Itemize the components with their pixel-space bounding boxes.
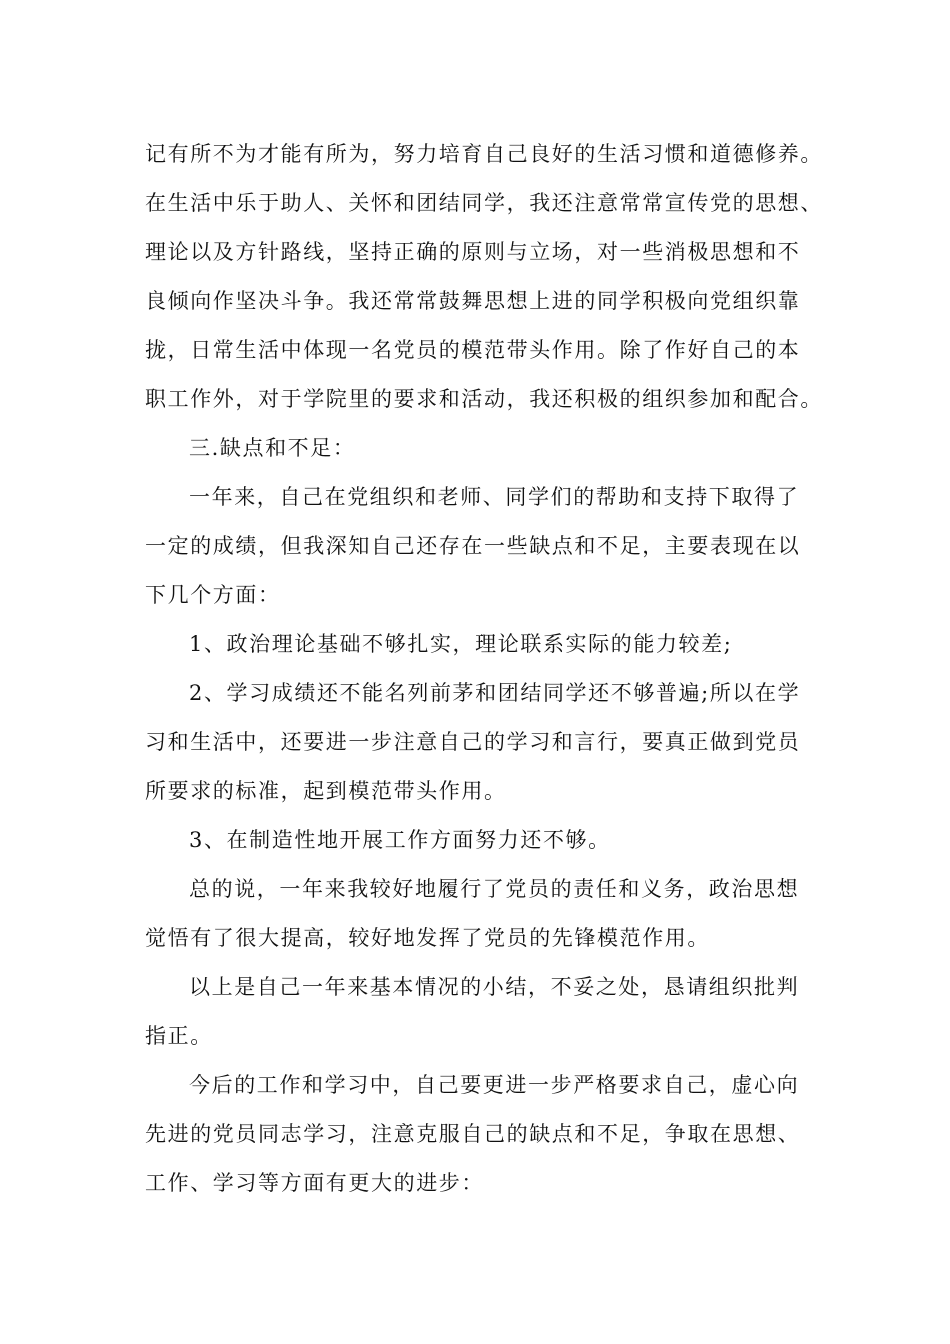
text-line: 指正。	[145, 1024, 213, 1048]
text-line: 拢，日常生活中体现一名党员的模范带头作用。除了作好自己的本	[145, 338, 801, 362]
text-line: 先进的党员同志学习，注意克服自己的缺点和不足，争取在思想、	[145, 1122, 801, 1146]
text-line: 记有所不为才能有所为，努力培育自己良好的生活习惯和道德修养。	[145, 142, 823, 166]
text-line: 工作、学习等方面有更大的进步：	[145, 1171, 484, 1195]
document-body	[145, 130, 823, 1208]
text-line: 在生活中乐于助人、关怀和团结同学，我还注意常常宣传党的思想、	[145, 191, 823, 215]
text-line: 总的说，一年来我较好地履行了党员的责任和义务，政治思想	[189, 877, 800, 901]
text-line: 一年来，自己在党组织和老师、同学们的帮助和支持下取得了	[189, 485, 800, 509]
text-line: 三.缺点和不足：	[189, 436, 356, 460]
text-line: 职工作外，对于学院里的要求和活动，我还积极的组织参加和配合。	[145, 387, 823, 411]
text-line: 以上是自己一年来基本情况的小结，不妥之处，恳请组织批判	[189, 975, 800, 999]
text-line: 下几个方面：	[145, 583, 281, 607]
text-line: 良倾向作坚决斗争。我还常常鼓舞思想上进的同学积极向党组织靠	[145, 289, 801, 313]
text-line: 一定的成绩，但我深知自己还存在一些缺点和不足，主要表现在以	[145, 534, 801, 558]
text-line: 1、政治理论基础不够扎实，理论联系实际的能力较差;	[189, 632, 733, 656]
text-line: 所要求的标准，起到模范带头作用。	[145, 779, 507, 803]
text-line: 3、在制造性地开展工作方面努力还不够。	[189, 828, 611, 852]
text-line: 习和生活中，还要进一步注意自己的学习和言行，要真正做到党员	[145, 730, 801, 754]
text-line: 2、学习成绩还不能名列前茅和团结同学还不够普遍;所以在学	[189, 681, 801, 705]
text-line: 觉悟有了很大提高，较好地发挥了党员的先锋模范作用。	[145, 926, 710, 950]
text-line: 理论以及方针路线，坚持正确的原则与立场，对一些消极思想和不	[145, 240, 801, 264]
text-line: 今后的工作和学习中，自己要更进一步严格要求自己，虚心向	[189, 1073, 800, 1097]
